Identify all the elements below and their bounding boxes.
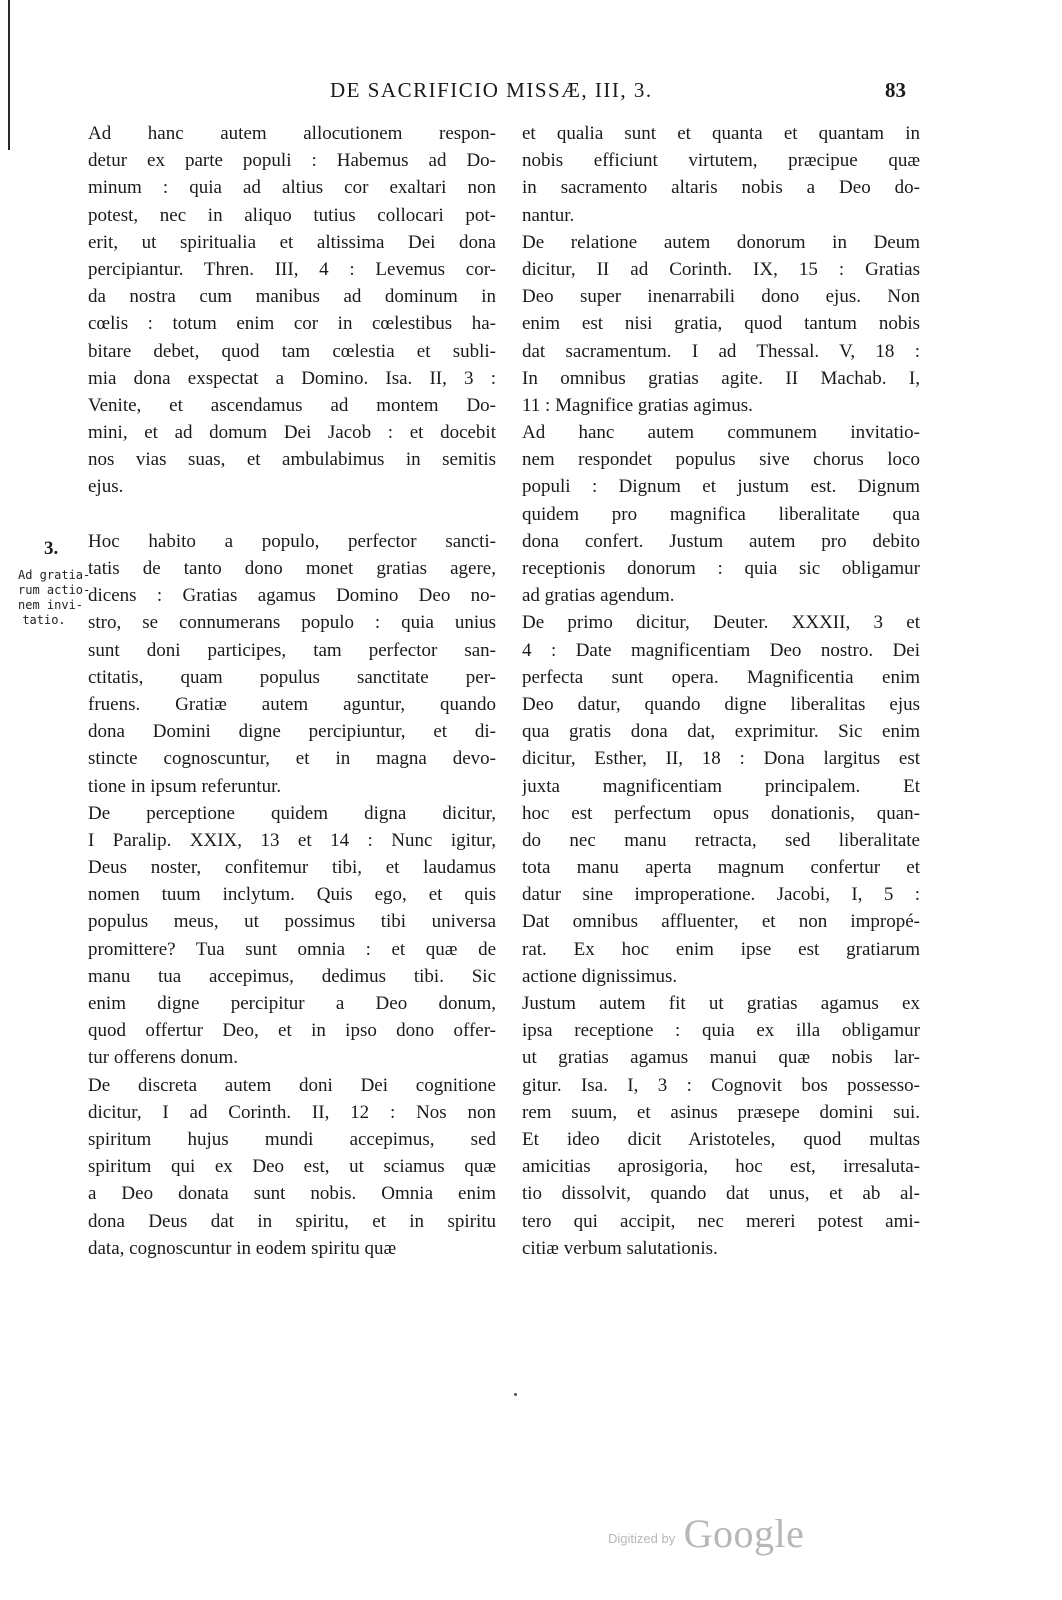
- text-line: bitare debet, quod tam cœlestia et subli-: [88, 340, 496, 362]
- text-line: gitur. Isa. I, 3 : Cognovit bos possesso-: [522, 1074, 920, 1096]
- right-text-column: [522, 120, 920, 1262]
- text-line: 11 : Magnifice gratias agimus.: [522, 394, 753, 416]
- running-title: DE SACRIFICIO MISSÆ, III, 3.: [330, 78, 653, 102]
- text-line: promittere? Tua sunt omnia : et quæ de: [88, 938, 496, 960]
- text-line: Deus noster, confitemur tibi, et laudamus: [88, 857, 496, 879]
- text-line: nem respondet populus sive chorus loco: [522, 449, 920, 471]
- binding-edge-line: [8, 0, 10, 150]
- text-line: De relatione autem donorum in Deum: [522, 231, 920, 253]
- google-logo: Google: [683, 1511, 805, 1556]
- page-speck: [514, 1393, 517, 1396]
- text-line: rem suum, et asinus præsepe domini sui.: [522, 1101, 920, 1123]
- text-line: Deo datur, quando digne liberalitas ejus: [522, 693, 920, 715]
- page-number: 83: [885, 78, 906, 102]
- text-line: tota manu aperta magnum confertur et: [522, 857, 920, 879]
- marginal-note-line: nem invi-: [18, 598, 84, 612]
- text-line: tio dissolvit, quando dat unus, et ab al-: [522, 1183, 920, 1205]
- text-line: ejus.: [88, 476, 124, 498]
- text-line: Hoc habito a populo, perfector sancti-: [88, 530, 496, 552]
- text-line: tero qui accipit, nec mereri potest ami-: [522, 1210, 920, 1232]
- text-line: dicitur, Esther, II, 18 : Dona largitus est: [522, 748, 920, 770]
- text-line: potest, nec in aliquo tutius collocari pot-: [88, 204, 496, 226]
- text-line: a Deo donata sunt nobis. Omnia enim: [88, 1183, 496, 1205]
- text-line: stincte cognoscuntur, et in magna devo-: [88, 748, 496, 770]
- text-line: nos vias suas, et ambulabimus in semitis: [88, 449, 496, 471]
- text-line: et qualia sunt et quanta et quantam in: [522, 123, 920, 144]
- text-line: nobis efficiunt virtutem, præcipue quæ: [522, 150, 920, 172]
- text-line: da nostra cum manibus ad dominum in: [88, 286, 496, 308]
- text-line: perfecta sunt opera. Magnificentia enim: [522, 666, 920, 688]
- text-line: receptionis donorum : quia sic obligamur: [522, 558, 920, 579]
- text-line: De perceptione quidem digna dicitur,: [88, 802, 496, 824]
- text-line: mia dona exspectat a Domino. Isa. II, 3 :: [88, 367, 496, 389]
- text-line: rat. Ex hoc enim ipse est gratiarum: [522, 938, 920, 960]
- text-line: enim digne percipitur a Deo donum,: [88, 993, 496, 1014]
- text-line: 4 : Date magnificentiam Deo nostro. Dei: [522, 639, 920, 661]
- text-line: dona Domini digne percipiuntur, et di-: [88, 721, 496, 743]
- text-line: Deo super inenarrabili dono ejus. Non: [522, 286, 920, 308]
- text-line: erit, ut spiritualia et altissima Dei dona: [88, 231, 496, 253]
- text-line: [88, 501, 496, 528]
- text-line: do nec manu retracta, sed liberalitate: [522, 829, 920, 851]
- text-line: dat sacramentum. I ad Thessal. V, 18 :: [522, 340, 920, 362]
- text-line: dona confert. Justum autem pro debito: [522, 530, 920, 552]
- digitized-watermark: [608, 1510, 804, 1557]
- text-line: nantur.: [522, 204, 575, 226]
- text-line: data, cognoscuntur in eodem spiritu quæ: [88, 1237, 397, 1259]
- left-text-column: [88, 120, 496, 1262]
- text-line: tione in ipsum referuntur.: [88, 775, 282, 797]
- marginal-note-line: rum actio-: [18, 583, 91, 597]
- text-line: qua gratis dona dat, exprimitur. Sic enim: [522, 721, 920, 743]
- section-number: 3.: [44, 538, 59, 559]
- text-line: dicitur, II ad Corinth. IX, 15 : Gratias: [522, 258, 920, 280]
- text-line: Dat omnibus affluenter, et non impropé-: [522, 911, 920, 933]
- text-line: hoc est perfectum opus donationis, quan-: [522, 802, 920, 824]
- text-line: tatis de tanto dono monet gratias agere,: [88, 558, 496, 579]
- text-line: tur offerens donum.: [88, 1047, 239, 1069]
- text-line: manu tua accepimus, dedimus tibi. Sic: [88, 965, 496, 987]
- text-line: Et ideo dicit Aristoteles, quod multas: [522, 1128, 920, 1150]
- text-line: Justum autem fit ut gratias agamus ex: [522, 993, 920, 1014]
- text-line: populus meus, ut possimus tibi universa: [88, 911, 496, 933]
- text-line: dicens : Gratias agamus Domino Deo no-: [88, 585, 496, 607]
- text-line: dicitur, I ad Corinth. II, 12 : Nos non: [88, 1101, 496, 1123]
- text-line: In omnibus gratias agite. II Machab. I,: [522, 367, 920, 389]
- text-line: amicitias aprosigoria, hoc est, irresaluta-: [522, 1156, 920, 1178]
- text-line: mini, et ad domum Dei Jacob : et docebit: [88, 422, 496, 444]
- text-line: detur ex parte populi : Habemus ad Do-: [88, 150, 496, 172]
- text-line: spiritum qui ex Deo est, ut sciamus quæ: [88, 1156, 496, 1178]
- text-line: citiæ verbum salutationis.: [522, 1237, 718, 1259]
- text-line: quod offertur Deo, et in ipso dono offer-: [88, 1020, 496, 1042]
- text-line: I Paralip. XXIX, 13 et 14 : Nunc igitur,: [88, 829, 496, 851]
- digitized-by-text: Digitized by: [608, 1531, 676, 1546]
- text-line: ut gratias agamus manui quæ nobis lar-: [522, 1047, 920, 1069]
- text-line: minum : quia ad altius cor exaltari non: [88, 177, 496, 199]
- text-line: actione dignissimus.: [522, 965, 678, 987]
- text-line: populi : Dignum et justum est. Dignum: [522, 476, 920, 498]
- text-line: datur sine improperatione. Jacobi, I, 5 :: [522, 884, 920, 906]
- text-line: quidem pro magnifica liberalitate qua: [522, 503, 920, 525]
- text-line: Ad hanc autem communem invitatio-: [522, 422, 920, 444]
- text-line: dona Deus dat in spiritu, et in spiritu: [88, 1210, 496, 1232]
- text-line: in sacramento altaris nobis a Deo do-: [522, 177, 920, 199]
- text-line: sunt doni participes, tam perfector san-: [88, 639, 496, 661]
- text-line: fruens. Gratiæ autem aguntur, quando: [88, 693, 496, 715]
- text-line: Venite, et ascendamus ad montem Do-: [88, 394, 496, 416]
- text-line: cœlis : totum enim cor in cœlestibus ha-: [88, 313, 496, 335]
- marginal-note: [18, 568, 91, 628]
- marginal-note-line: Ad gratia-: [18, 568, 91, 582]
- text-line: enim est nisi gratia, quod tantum nobis: [522, 313, 920, 335]
- text-line: ad gratias agendum.: [522, 585, 675, 607]
- text-line: De primo dicitur, Deuter. XXXII, 3 et: [522, 612, 920, 634]
- text-line: nomen tuum inclytum. Quis ego, et quis: [88, 884, 496, 906]
- marginal-note-line: tatio.: [22, 613, 66, 627]
- text-line: stro, se connumerans populo : quia unius: [88, 612, 496, 634]
- text-line: spiritum hujus mundi accepimus, sed: [88, 1128, 496, 1150]
- text-line: percipiantur. Thren. III, 4 : Levemus cor-: [88, 258, 496, 280]
- text-line: juxta magnificentiam principalem. Et: [522, 775, 920, 797]
- text-line: De discreta autem doni Dei cognitione: [88, 1074, 496, 1096]
- text-line: ctitatis, quam populus sanctitate per-: [88, 666, 496, 688]
- text-line: ipsa receptione : quia ex illa obligamur: [522, 1020, 920, 1042]
- text-line: Ad hanc autem allocutionem respon-: [88, 123, 496, 144]
